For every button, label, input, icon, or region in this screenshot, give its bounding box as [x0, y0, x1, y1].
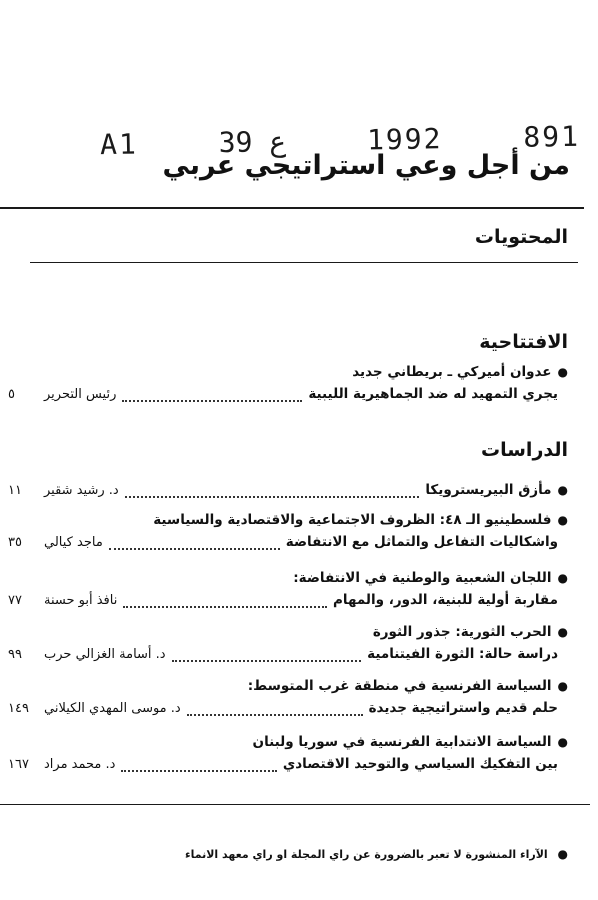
bullet-icon: ● [557, 365, 568, 379]
studies-heading: الدراسات [481, 439, 568, 461]
handwritten-year: 1992 [366, 121, 443, 157]
entry-page: ٥ [8, 387, 15, 402]
bullet-icon: ● [557, 847, 568, 861]
toc-entry[interactable] [8, 482, 568, 504]
entry-page: ٧٧ [8, 593, 22, 608]
divider-bottom [0, 804, 590, 805]
disclaimer-footer [185, 847, 568, 861]
toc-entry[interactable] [8, 512, 568, 556]
divider-top [0, 207, 584, 209]
bullet-icon: ● [557, 513, 568, 527]
entry-author: ماجد كيالي [44, 535, 103, 550]
bullet-icon: ● [557, 735, 568, 749]
bullet-icon: ● [557, 679, 568, 693]
handwritten-issue: 39 ع [218, 124, 287, 159]
entry-subtitle: بين التفكيك السياسي والتوحيد الاقتصادي [282, 756, 558, 772]
leader-dots [172, 660, 362, 662]
bullet-icon: ● [557, 625, 568, 639]
toc-entry[interactable] [8, 624, 568, 668]
leader-dots [109, 548, 280, 550]
entry-title: السياسة الفرنسية في منطقة غرب المتوسط: [247, 678, 552, 694]
entry-subtitle: دراسة حالة: الثورة الفيتنامية [367, 646, 558, 662]
leader-dots [121, 770, 276, 772]
entry-author: رئيس التحرير [44, 387, 117, 402]
entry-title: اللجان الشعبية والوطنية في الانتفاضة: [293, 570, 552, 586]
bullet-icon: ● [557, 571, 568, 585]
entry-author: د. موسى المهدي الكيلاني [44, 701, 181, 716]
entry-title: فلسطينيو الـ ٤٨: الظروف الاجتماعية والاقتصادية والسياسية [153, 512, 552, 528]
leader-dots [123, 606, 327, 608]
entry-author: د. رشيد شقير [44, 483, 119, 498]
disclaimer-text: الآراء المنشورة لا تعبر بالضرورة عن راي المجلة او راي معهد الانماء [184, 848, 548, 861]
entry-subtitle: مقاربة أولية للبنية، الدور، والمهام [333, 592, 558, 608]
entry-page: ٣٥ [8, 535, 22, 550]
entry-author: د. أسامة الغزالي حرب [44, 647, 166, 662]
toc-entry[interactable] [8, 678, 568, 722]
toc-entry[interactable] [8, 364, 568, 408]
divider-contents [30, 262, 578, 263]
entry-subtitle: يجري التمهيد له ضد الجماهيرية الليبية [308, 386, 558, 402]
opening-heading: الافتتاحية [479, 331, 568, 353]
leader-dots [187, 714, 363, 716]
leader-dots [122, 400, 302, 402]
entry-title: الحرب الثورية: جذور الثورة [372, 624, 552, 640]
entry-page: ١٤٩ [8, 701, 29, 716]
journal-slogan: من أجل وعي استراتيجي عربي [162, 150, 570, 181]
toc-entry[interactable] [8, 570, 568, 614]
entry-page: ١١ [8, 483, 22, 498]
handwritten-code: A1 [99, 127, 139, 161]
entry-author: نافذ أبو حسنة [44, 593, 118, 608]
handwritten-id: 891 [523, 119, 581, 154]
entry-title: عدوان أميركي ـ بريطاني جديد [352, 364, 552, 380]
entry-page: ٩٩ [8, 647, 22, 662]
entry-subtitle: حلم قديم واستراتيجية جديدة [368, 700, 558, 716]
entry-title: السياسة الانتدابية الفرنسية في سوريا ولبنان [252, 734, 552, 750]
contents-heading: المحتويات [474, 226, 568, 248]
toc-entry[interactable] [8, 734, 568, 778]
entry-title: مأزق البيريسترويكا [425, 482, 552, 498]
bullet-icon: ● [557, 483, 568, 497]
entry-page: ١٦٧ [8, 757, 29, 772]
entry-author: د. محمد مراد [44, 757, 116, 772]
leader-dots [125, 496, 420, 498]
entry-subtitle: واشكاليات التفاعل والتماثل مع الانتفاضة [285, 534, 558, 550]
